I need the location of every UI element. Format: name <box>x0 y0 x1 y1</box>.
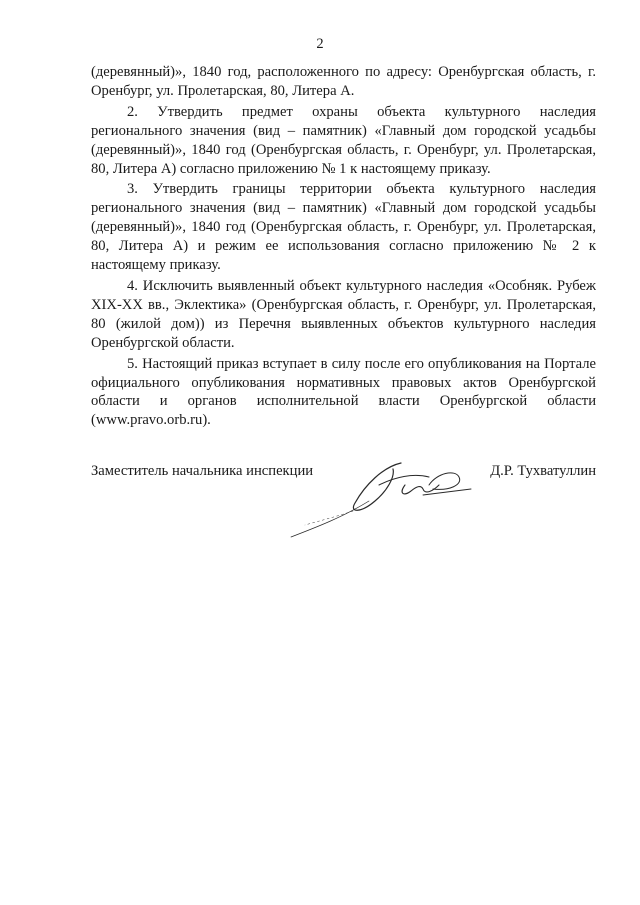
paragraph-item-4: 4. Исключить выявленный объект культурного наследия «Особняк. Рубеж XIX-XX вв., Эклектика» (Оренбургская область, г. Оренбург, ул. Пролетарская, 80 (жилой дом)) из Перечня выявленных объектов культурного наследия Оренбургской области. <box>91 277 596 351</box>
handwritten-signature <box>283 455 483 545</box>
paragraph-item-3: 3. Утвердить границы территории объекта культурного наследия регионального значения (вид – памятник) «Главный дом городской усадьбы (деревянный)», 1840 год (Оренбургская область, г. Оренбург, ул. Пролетарская, 80, Литера А) и режим ее использования согласно приложению № 2 к настоящему приказу. <box>91 181 596 274</box>
paragraph-continuation: (деревянный)», 1840 год, расположенного по адресу: Оренбургская область, г. Оренбург, ул. Пролетарская, 80, Литера А. <box>91 64 596 99</box>
paragraph-item-2: 2. Утвердить предмет охраны объекта культурного наследия регионального значения (вид – памятник) «Главный дом городской усадьбы (деревянный)», 1840 год (Оренбургская область, г. Оренбург, ул. Пролетарская, 80, Литера А) согласно приложению № 1 к настоящему приказу. <box>91 103 596 177</box>
signatory-position: Заместитель начальника инспекции <box>91 463 314 479</box>
page-number: 2 <box>316 36 324 52</box>
document-body <box>91 63 596 432</box>
signatory-name: Д.Р. Тухватуллин <box>490 463 596 479</box>
paragraph-item-5: 5. Настоящий приказ вступает в силу после его опубликования на Портале официального опубликования нормативных правовых актов Оренбургской области и органов исполнительной власти Оренбургской области (www.pravo.orb.ru). <box>91 355 596 429</box>
